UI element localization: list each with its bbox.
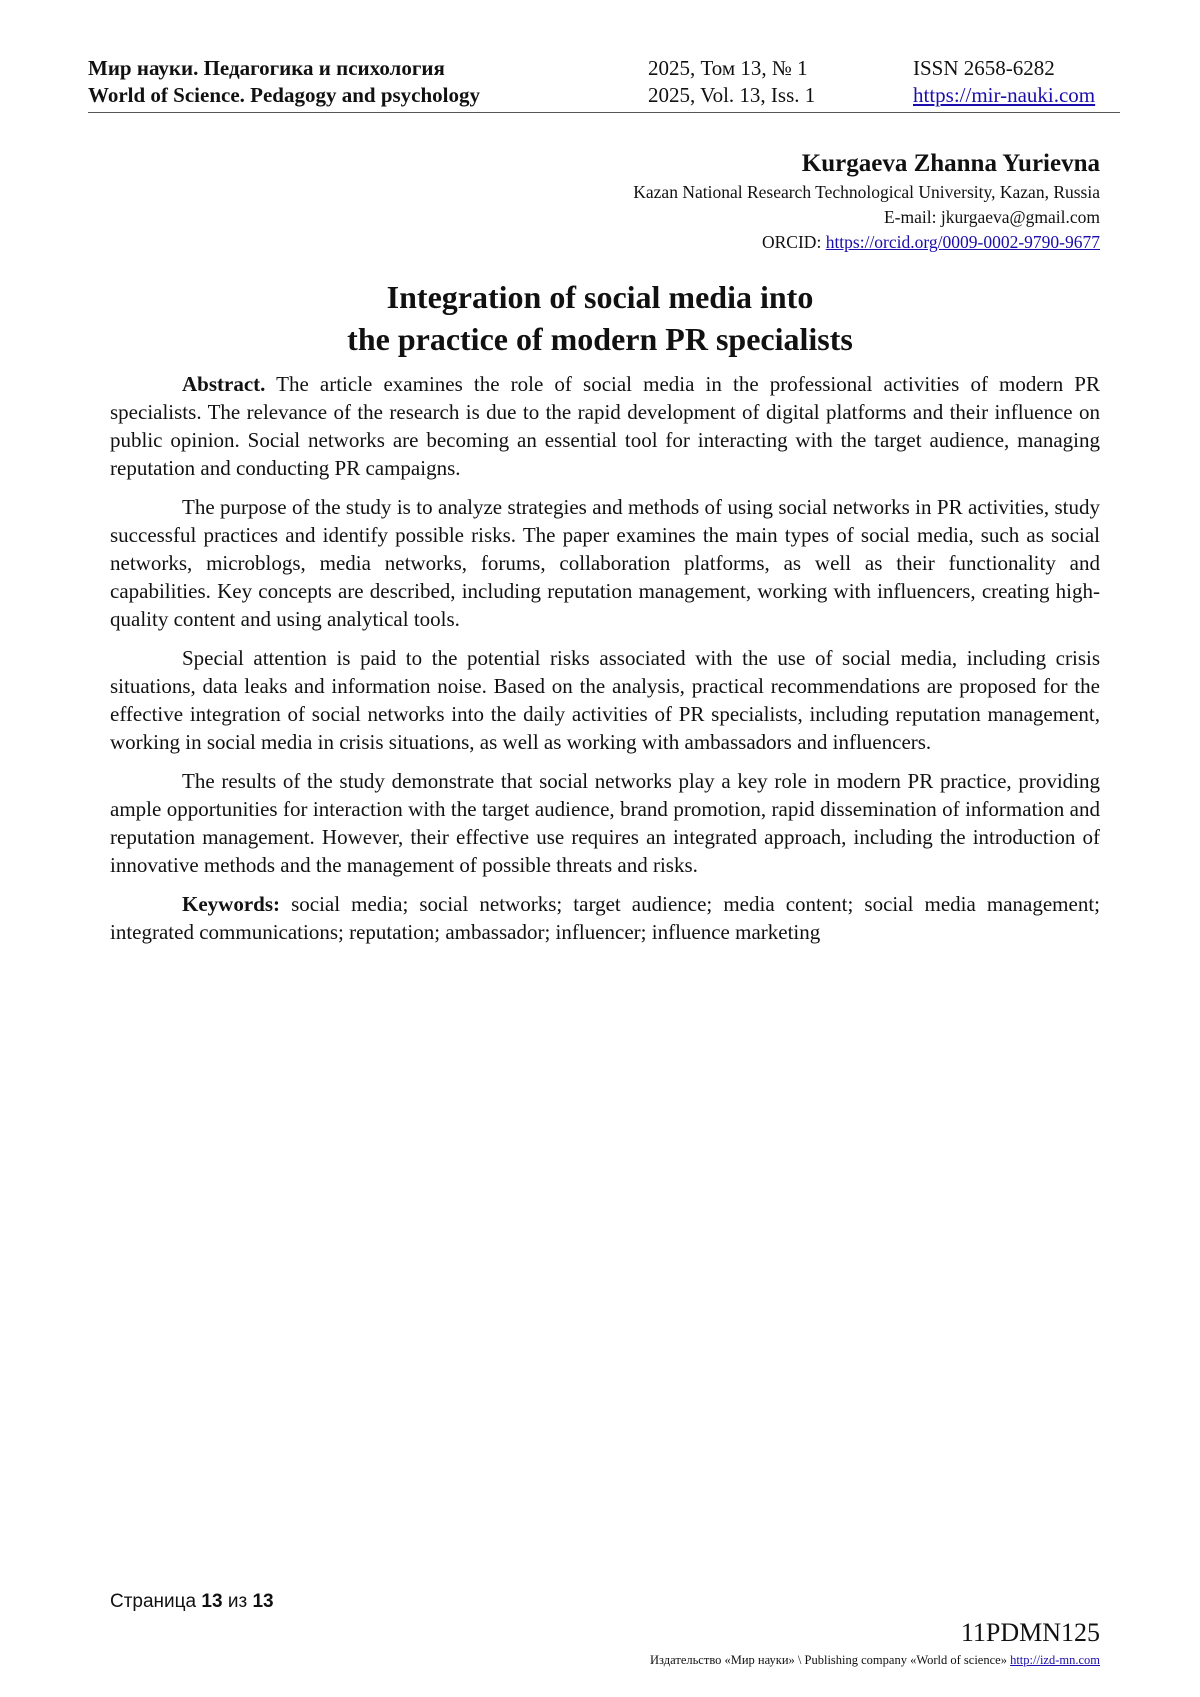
header-row-ru — [88, 54, 1120, 82]
article-code: 11PDMN125 — [960, 1618, 1100, 1647]
page-prefix: Страница — [110, 1591, 202, 1612]
page-current: 13 — [201, 1591, 223, 1612]
orcid-link[interactable]: https://orcid.org/0009-0002-9790-9677 — [825, 232, 1100, 252]
abstract-paragraph-1 — [110, 370, 1100, 482]
issn: ISSN 2658-6282 — [913, 56, 1055, 80]
orcid-label: ORCID: — [762, 232, 826, 252]
issue-en: 2025, Vol. 13, Iss. 1 — [648, 83, 816, 107]
journal-header — [88, 52, 1120, 113]
journal-title-en: World of Science. Pedagogy and psychology — [88, 83, 481, 107]
author-name: Kurgaeva Zhanna Yurievna — [801, 150, 1100, 177]
publisher-text: Издательство «Мир науки» \ Publishing company «World of science» — [650, 1653, 1011, 1667]
article-title — [0, 276, 1200, 360]
abstract-label: Abstract. — [182, 372, 266, 396]
abstract-paragraph-2: The purpose of the study is to analyze strategies and methods of using social networks in PR activities, study successful practices and identify possible risks. The paper examines the main types of social media, such as social networks, microblogs, media networks, forums, collaboration platforms, as well as their functionality and capabilities. Key concepts are described, including reputation management, working with influencers, creating high-quality content and using analytical tools. — [110, 495, 1100, 631]
publisher-line — [650, 1652, 1100, 1668]
page-number — [110, 1590, 274, 1614]
author-block — [633, 148, 1100, 255]
journal-title-ru: Мир науки. Педагогика и психология — [88, 56, 445, 80]
author-email: E-mail: jkurgaeva@gmail.com — [883, 207, 1100, 227]
keywords-label: Keywords: — [182, 892, 280, 916]
issue-ru: 2025, Том 13, № 1 — [648, 56, 808, 80]
journal-site-link[interactable]: https://mir-nauki.com — [913, 83, 1096, 107]
keywords-paragraph — [110, 890, 1100, 946]
title-line-1: Integration of social media into — [386, 279, 814, 315]
publisher-link[interactable]: http://izd-mn.com — [1010, 1653, 1100, 1667]
title-line-2: the practice of modern PR specialists — [347, 321, 853, 357]
abstract-body — [110, 370, 1100, 957]
abstract-text-1: The article examines the role of social media in the professional activities of modern PR specialists. The relevance of the research is due to the rapid development of digital platforms and their influence on public opinion. Social networks are becoming an essential tool for interacting with the target audience, managing reputation and conducting PR campaigns. — [110, 372, 1100, 480]
abstract-paragraph-4: The results of the study demonstrate that social networks play a key role in modern PR practice, providing ample opportunities for interaction with the target audience, brand promotion, rapid dissemination of information and reputation management. However, their effective use requires an integrated approach, including the introduction of innovative methods and the management of possible threats and risks. — [110, 769, 1100, 877]
keywords-text: social media; social networks; target audience; media content; social media management; integrated communications; reputation; ambassador; influencer; influence marketing — [110, 892, 1100, 944]
author-orcid — [633, 230, 1100, 255]
header-row-en — [88, 81, 1120, 109]
page-total: 13 — [252, 1591, 274, 1612]
page-separator: из — [222, 1591, 253, 1612]
author-affiliation: Kazan National Research Technological University, Kazan, Russia — [633, 182, 1100, 202]
abstract-paragraph-3: Special attention is paid to the potential risks associated with the use of social media, including crisis situations, data leaks and information noise. Based on the analysis, practical recommendations are proposed for the effective integration of social networks into the daily activities of PR specialists, including reputation management, working in social media in crisis situations, as well as working with ambassadors and influencers. — [110, 646, 1100, 754]
